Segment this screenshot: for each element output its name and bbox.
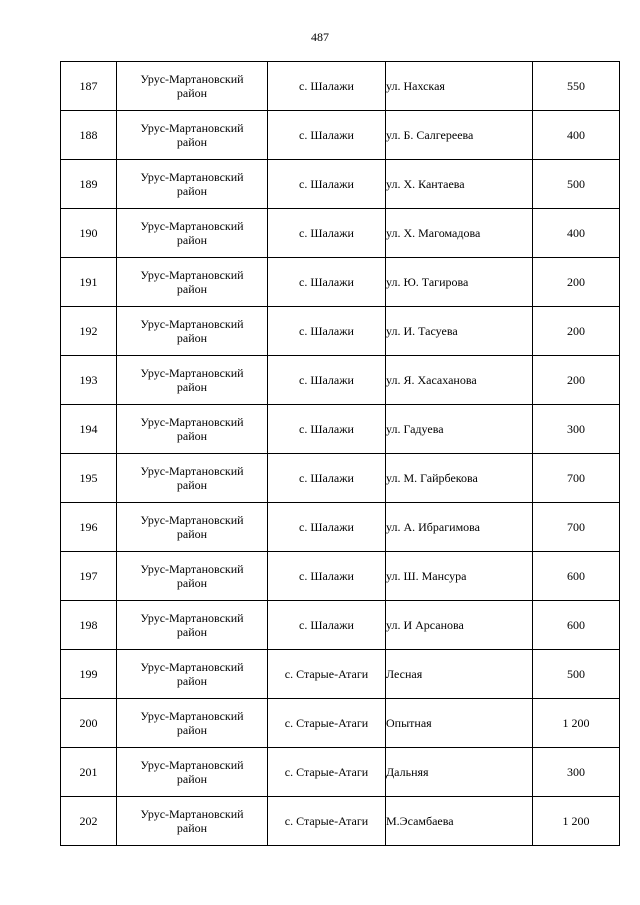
district-type-line: район [176,772,208,786]
district-name-line: Урус-Мартановский [140,611,244,625]
district-name-line: Урус-Мартановский [140,464,244,478]
settlement-cell: с. Шалажи [268,307,386,356]
table-row [61,601,620,650]
settlement-cell: с. Старые-Атаги [268,699,386,748]
table-row [61,454,620,503]
table-row [61,307,620,356]
district-name-line: Урус-Мартановский [140,562,244,576]
value-cell: 1 200 [533,699,620,748]
value-cell: 200 [533,307,620,356]
district-name-line: Урус-Мартановский [140,366,244,380]
value-cell: 600 [533,552,620,601]
district-type-line: район [176,527,208,541]
value-cell: 700 [533,454,620,503]
district-type-line: район [176,380,208,394]
row-number-cell: 197 [61,552,117,601]
district-type-line: район [176,576,208,590]
street-cell: ул. Б. Салгереева [386,111,533,160]
street-cell: ул. Х. Кантаева [386,160,533,209]
settlement-cell: с. Шалажи [268,405,386,454]
table-body [61,62,620,846]
district-cell [117,699,268,748]
street-cell: ул. Я. Хасаханова [386,356,533,405]
street-cell: ул. И Арсанова [386,601,533,650]
settlement-cell: с. Старые-Атаги [268,797,386,846]
table-row [61,699,620,748]
row-number-cell: 187 [61,62,117,111]
table-row [61,258,620,307]
row-number-cell: 200 [61,699,117,748]
value-cell: 550 [533,62,620,111]
district-type-line: район [176,135,208,149]
street-cell: ул. А. Ибрагимова [386,503,533,552]
value-cell: 500 [533,650,620,699]
settlement-cell: с. Старые-Атаги [268,748,386,797]
street-cell: Лесная [386,650,533,699]
table-row [61,552,620,601]
table-row [61,797,620,846]
district-name-line: Урус-Мартановский [140,72,244,86]
table-row [61,62,620,111]
value-cell: 700 [533,503,620,552]
settlement-cell: с. Шалажи [268,601,386,650]
district-cell [117,650,268,699]
district-name-line: Урус-Мартановский [140,513,244,527]
page-number: 487 [311,30,329,44]
value-cell: 600 [533,601,620,650]
street-cell: ул. Ш. Мансура [386,552,533,601]
settlement-cell: с. Шалажи [268,111,386,160]
settlement-cell: с. Шалажи [268,503,386,552]
table-row [61,160,620,209]
district-name-line: Урус-Мартановский [140,415,244,429]
district-name-line: Урус-Мартановский [140,170,244,184]
district-name-line: Урус-Мартановский [140,758,244,772]
value-cell: 300 [533,405,620,454]
row-number-cell: 196 [61,503,117,552]
table-row [61,111,620,160]
street-cell: М.Эсамбаева [386,797,533,846]
district-cell [117,797,268,846]
street-cell: ул. И. Тасуева [386,307,533,356]
settlement-cell: с. Шалажи [268,258,386,307]
street-cell: Опытная [386,699,533,748]
district-type-line: район [176,625,208,639]
district-cell [117,356,268,405]
row-number-cell: 194 [61,405,117,454]
district-type-line: район [176,723,208,737]
street-cell: ул. Ю. Тагирова [386,258,533,307]
settlement-cell: с. Шалажи [268,62,386,111]
district-cell [117,601,268,650]
row-number-cell: 190 [61,209,117,258]
row-number-cell: 193 [61,356,117,405]
district-name-line: Урус-Мартановский [140,317,244,331]
value-cell: 400 [533,209,620,258]
street-cell: Дальняя [386,748,533,797]
value-cell: 500 [533,160,620,209]
settlement-cell: с. Шалажи [268,209,386,258]
district-cell [117,160,268,209]
table-row [61,748,620,797]
row-number-cell: 195 [61,454,117,503]
row-number-cell: 202 [61,797,117,846]
street-cell: ул. Х. Магомадова [386,209,533,258]
district-name-line: Урус-Мартановский [140,807,244,821]
district-cell [117,454,268,503]
row-number-cell: 191 [61,258,117,307]
table-row [61,503,620,552]
district-type-line: район [176,821,208,835]
district-cell [117,258,268,307]
district-type-line: район [176,429,208,443]
table-row [61,209,620,258]
district-name-line: Урус-Мартановский [140,121,244,135]
district-cell [117,62,268,111]
settlement-cell: с. Шалажи [268,160,386,209]
value-cell: 200 [533,258,620,307]
value-cell: 300 [533,748,620,797]
district-name-line: Урус-Мартановский [140,219,244,233]
street-cell: ул. Гадуева [386,405,533,454]
table-row [61,356,620,405]
district-cell [117,748,268,797]
district-type-line: район [176,478,208,492]
district-type-line: район [176,184,208,198]
row-number-cell: 189 [61,160,117,209]
street-cell: ул. Нахская [386,62,533,111]
settlement-cell: с. Шалажи [268,454,386,503]
settlement-cell: с. Шалажи [268,356,386,405]
district-name-line: Урус-Мартановский [140,709,244,723]
value-cell: 200 [533,356,620,405]
row-number-cell: 192 [61,307,117,356]
district-type-line: район [176,233,208,247]
district-name-line: Урус-Мартановский [140,268,244,282]
district-type-line: район [176,282,208,296]
district-cell [117,307,268,356]
row-number-cell: 199 [61,650,117,699]
district-cell [117,405,268,454]
data-table [60,61,620,846]
district-cell [117,503,268,552]
row-number-cell: 198 [61,601,117,650]
district-cell [117,552,268,601]
settlement-cell: с. Старые-Атаги [268,650,386,699]
district-type-line: район [176,331,208,345]
district-cell [117,209,268,258]
row-number-cell: 188 [61,111,117,160]
value-cell: 400 [533,111,620,160]
table-row [61,650,620,699]
settlement-cell: с. Шалажи [268,552,386,601]
district-type-line: район [176,674,208,688]
district-cell [117,111,268,160]
value-cell: 1 200 [533,797,620,846]
district-type-line: район [176,86,208,100]
table-row [61,405,620,454]
street-cell: ул. М. Гайрбекова [386,454,533,503]
row-number-cell: 201 [61,748,117,797]
district-name-line: Урус-Мартановский [140,660,244,674]
